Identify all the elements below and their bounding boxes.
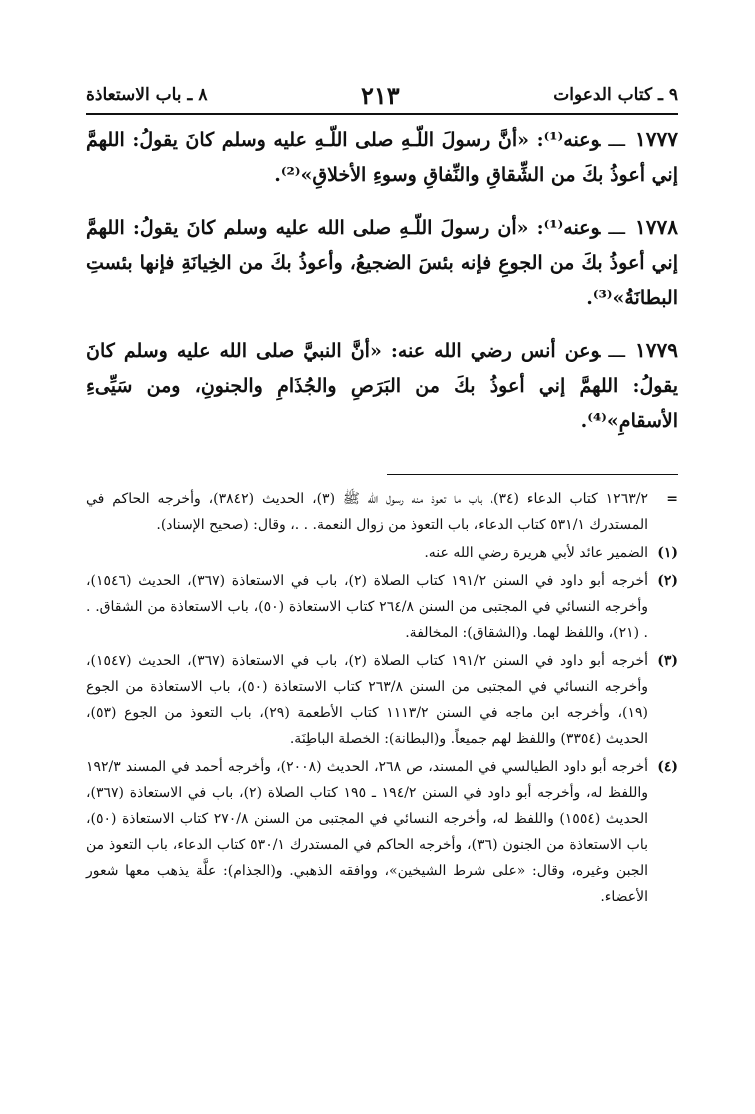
footnote-3 bbox=[86, 648, 678, 752]
hadith-text: وعنه⁽¹⁾: «أنَّ رسولَ اللّـهِ صلى اللّـهِ عليه وسلم كانَ يقولُ: اللهمَّ إني أعوذُ بكَ من الشِّقاقِ والنِّفاقِ وسوءِ الأخلاقِ»⁽²⁾. bbox=[86, 129, 678, 186]
footnote-2 bbox=[86, 568, 678, 646]
footnote-continued bbox=[86, 486, 678, 538]
hadith-1779 bbox=[86, 333, 678, 439]
hadith-number: ١٧٧٧ bbox=[635, 127, 678, 151]
header-rule bbox=[86, 113, 678, 115]
hadith-number: ١٧٧٨ bbox=[635, 215, 678, 239]
hadith-1777 bbox=[86, 122, 678, 193]
header-section: ٨ ـ باب الاستعاذة bbox=[86, 85, 208, 105]
hadith-1778 bbox=[86, 210, 678, 316]
dash: ـــ bbox=[608, 217, 626, 239]
footnote-text: أخرجه أبو داود في السنن ١٩١/٢ كتاب الصلاة (٢)، باب في الاستعاذة (٣٦٧)، الحديث (١٥٤٧)، وأخرجه النسائي في المجتبى من السنن ٢٦٣/٨ كتاب الاستعاذة (٥٠)، باب الاستعاذة من الجوع (١٩)، وأخرجه ابن ماجه في السنن ١١١٣/٢ كتاب الأطعمة (٢٩)، باب التعوذ من الجوع (٥٣)، الحديث (٣٣٥٤) واللفظ لهم جميعاً. و(البطانة): الخصلة الباطِنَة. bbox=[86, 653, 648, 747]
dash: ـــ bbox=[608, 340, 626, 362]
footnote-marker: (٢) bbox=[657, 573, 678, 589]
footnotes bbox=[86, 486, 678, 912]
hadith-text: وعنه⁽¹⁾: «أن رسولَ اللّـهِ صلى الله عليه وسلم كانَ يقولُ: اللهمَّ إني أعوذُ بكَ من الجوعِ فإنه بئسَ الضجيعُ، وأعوذُ بكَ من الخِيانَةِ فإنها بئستِ البطانَةُ»⁽³⁾. bbox=[86, 217, 678, 309]
footnote-text: أخرجه أبو داود الطيالسي في المسند، ص ٢٦٨، الحديث (٢٠٠٨)، وأخرجه أحمد في المسند ١٩٢/٣ واللفظ له، وأخرجه أبو داود في السنن ١٩٤/٢ ـ ١٩٥ كتاب الصلاة (٢)، باب في الاستعاذة (٣٦٧)، الحديث (١٥٥٤) واللفظ له، وأخرجه النسائي في المجتبى من السنن ٢٧٠/٨ كتاب الاستعاذة (٥٠)، باب الاستعاذة من الجنون (٣٦)، وأخرجه الحاكم في المستدرك ٥٣٠/١ كتاب الدعاء، باب التعوذ من الجبن وغيره، وقال: «على شرط الشيخين»، ووافقه الذهبي. و(الجذام): علَّة يذهب معها شعور الأعضاء. bbox=[86, 759, 648, 905]
header-chapter: ٩ ـ كتاب الدعوات bbox=[553, 85, 678, 105]
hadith-text: وعن أنس رضي الله عنه: «أنَّ النبيَّ صلى الله عليه وسلم كانَ يقولُ: اللهمَّ إني أعوذُ بكَ من البَرَصِ والجُذَامِ والجنونِ، ومن سَيِّىءِ الأسقامِ»⁽⁴⁾. bbox=[86, 340, 678, 432]
dash: ـــ bbox=[608, 129, 626, 151]
footnote-marker: (١) bbox=[657, 545, 678, 561]
footnote-1 bbox=[86, 540, 678, 566]
footnote-marker: (٣) bbox=[657, 653, 678, 669]
hadith-number: ١٧٧٩ bbox=[635, 338, 678, 362]
footnote-marker: (٤) bbox=[657, 759, 678, 775]
footnote-text: الضمير عائد لأبي هريرة رضي الله عنه. bbox=[424, 545, 648, 561]
page-number: ٢١٣ bbox=[361, 80, 400, 110]
footnote-text: أخرجه أبو داود في السنن ١٩١/٢ كتاب الصلاة (٢)، باب في الاستعاذة (٣٦٧)، الحديث (١٥٤٦)، وأخرجه النسائي في المجتبى من السنن ٢٦٤/٨ كتاب الاستعاذة (٥٠)، باب الاستعاذة من الشقاق. . . (٢١)، واللفظ لهما. و(الشقاق): المخالفة. bbox=[86, 573, 648, 641]
page-header bbox=[86, 80, 678, 110]
footnote-separator bbox=[387, 474, 678, 475]
main-text bbox=[86, 122, 678, 456]
footnote-text: ١٢٦٣/٢ كتاب الدعاء (٣٤)، باب ما تعوذ منه رسول الله ﷺ (٣)، الحديث (٣٨٤٢)، وأخرجه الحاكم في المستدرك ٥٣١/١ كتاب الدعاء، باب التعوذ من زوال النعمة. . .، وقال: (صحيح الإسناد). bbox=[86, 491, 648, 533]
footnote-marker: = bbox=[666, 491, 678, 507]
footnote-4 bbox=[86, 754, 678, 910]
